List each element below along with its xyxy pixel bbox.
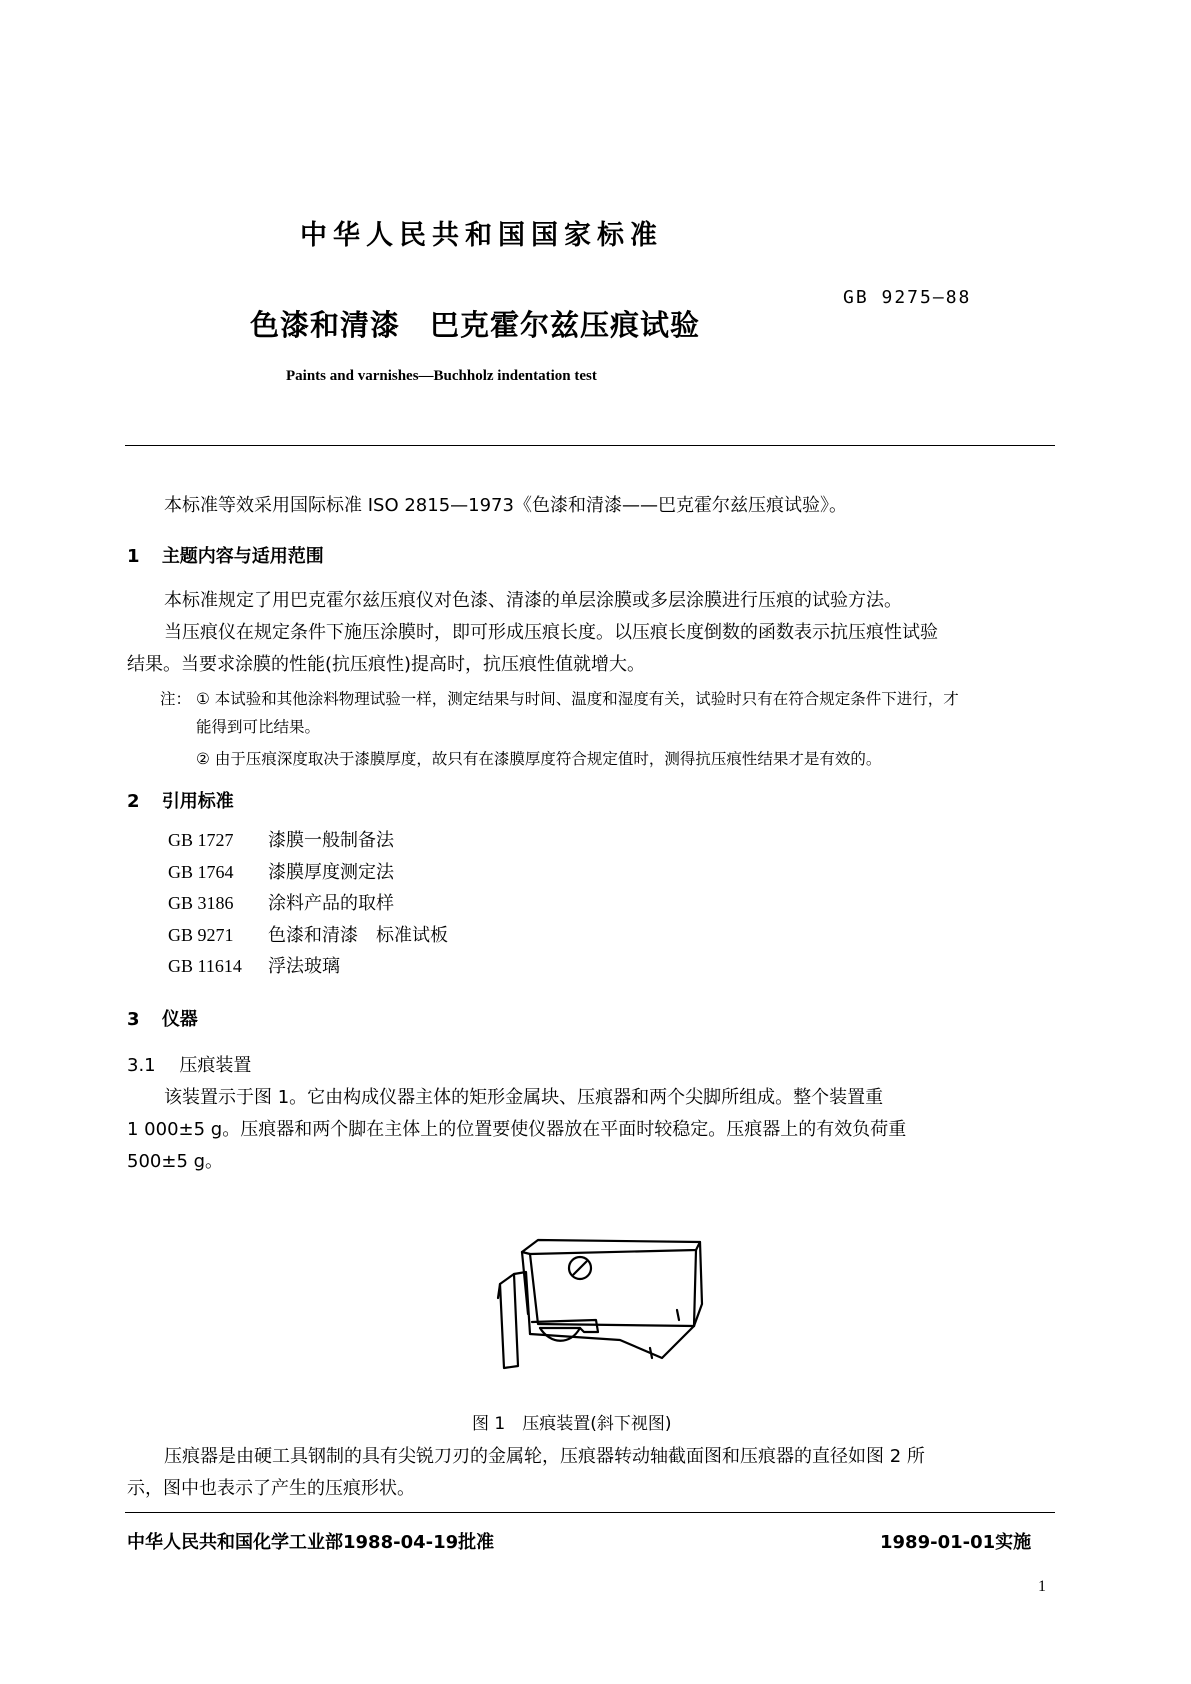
effective-date: 1989-01-01实施 (880, 1532, 1032, 1553)
list-item (168, 951, 448, 983)
ref-name: 色漆和清漆 标准试板 (268, 924, 448, 946)
reference-list (168, 825, 448, 983)
after-figure-line-1: 压痕器是由硬工具钢制的具有尖锐刀刃的金属轮，压痕器转动轴截面图和压痕器的直径如图 2 所 (164, 1446, 925, 1467)
note-text: 由于压痕深度取决于漆膜厚度，故只有在漆膜厚度符合规定值时，测得抗压痕性结果才是有效的。 (214, 750, 882, 768)
title-chinese: 色漆和清漆 巴克霍尔兹压痕试验 (250, 308, 701, 342)
subsection-3-1-heading (127, 1050, 251, 1082)
ref-code: GB 1727 (168, 830, 234, 850)
section-1-para-2-line-2: 结果。当要求涂膜的性能(抗压痕性)提高时，抗压痕性值就增大。 (127, 654, 646, 675)
subsection-number: 3.1 (127, 1055, 156, 1076)
figure-1-caption: 图 1 压痕装置(斜下视图) (472, 1414, 672, 1434)
list-item (168, 857, 448, 889)
section-number: 2 (127, 791, 140, 812)
subsection-title: 压痕装置 (179, 1055, 252, 1076)
list-item (168, 888, 448, 920)
section-3-heading (127, 1005, 198, 1031)
section-1-para-2-line-1: 当压痕仪在规定条件下施压涂膜时，即可形成压痕长度。以压痕长度倒数的函数表示抗压痕性试验 (164, 622, 938, 643)
intro-paragraph: 本标准等效采用国际标准 ISO 2815—1973《色漆和清漆——巴克霍尔兹压痕试验》。 (164, 495, 847, 516)
note-2 (196, 745, 881, 773)
national-standard-heading: 中华人民共和国国家标准 (300, 220, 663, 251)
list-item (168, 920, 448, 952)
note-marker: ② (196, 750, 210, 768)
ref-code: GB 9271 (168, 924, 234, 945)
section-title: 主题内容与适用范围 (161, 546, 324, 567)
note-1-continuation: 能得到可比结果。 (196, 718, 321, 736)
ref-code: GB 11614 (168, 956, 242, 976)
subsection-para-line-3: 500±5 g。 (127, 1151, 224, 1172)
ref-code: GB 1764 (168, 861, 234, 882)
standard-number: GB 9275—88 (843, 287, 972, 308)
ref-name: 漆膜一般制备法 (268, 830, 394, 851)
title-english: Paints and varnishes—Buchholz indentation test (286, 368, 597, 384)
ref-name: 浮法玻璃 (268, 956, 340, 977)
note-label: 注： (160, 690, 192, 708)
section-title: 仪器 (161, 1009, 198, 1030)
ref-name: 涂料产品的取样 (268, 893, 394, 914)
section-1-para-1: 本标准规定了用巴克霍尔兹压痕仪对色漆、清漆的单层涂膜或多层涂膜进行压痕的试验方法。 (164, 590, 902, 611)
subsection-para-line-1: 该装置示于图 1。它由构成仪器主体的矩形金属块、压痕器和两个尖脚所组成。整个装置重 (164, 1087, 884, 1108)
section-number: 1 (127, 546, 140, 567)
subsection-para-line-2: 1 000±5 g。压痕器和两个脚在主体上的位置要使仪器放在平面时较稳定。压痕器上的有效负荷重 (127, 1119, 907, 1140)
section-title: 引用标准 (161, 791, 234, 812)
header-divider (125, 445, 1055, 446)
approval-line: 中华人民共和国化学工业部1988-04-19批准 (127, 1532, 495, 1553)
note-text: 本试验和其他涂料物理试验一样，测定结果与时间、温度和湿度有关，试验时只有在符合规定条件下进行，才 (214, 690, 959, 708)
section-1-heading (127, 542, 324, 568)
section-number: 3 (127, 1009, 140, 1030)
section-2-heading (127, 787, 234, 813)
after-figure-line-2: 示，图中也表示了产生的压痕形状。 (127, 1478, 415, 1499)
note-marker: ① (195, 690, 210, 708)
list-item (168, 825, 448, 857)
ref-name: 漆膜厚度测定法 (268, 861, 394, 883)
footer-divider (125, 1512, 1055, 1513)
ref-code: GB 3186 (168, 893, 234, 913)
page-number: 1 (1038, 1578, 1046, 1595)
note-1 (160, 685, 959, 713)
indentation-device-figure (470, 1228, 730, 1388)
